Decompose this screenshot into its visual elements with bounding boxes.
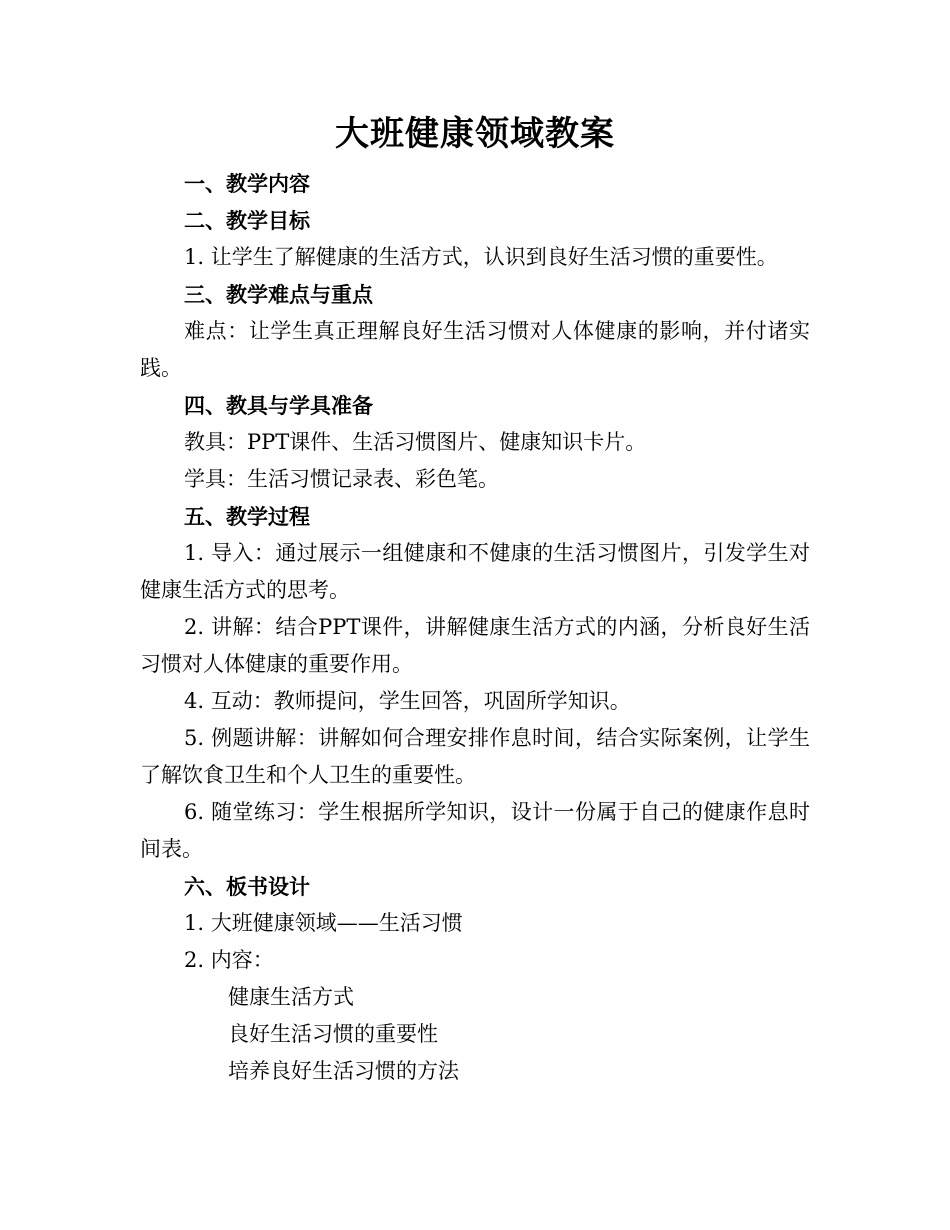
difficulty-paragraph: 难点：让学生真正理解良好生活习惯对人体健康的影响，并付诸实践。 [140,319,810,380]
section-heading-process: 五、教学过程 [184,504,310,529]
section-heading-objectives: 二、教学目标 [184,208,310,233]
process-step-practice: 6. 随堂练习：学生根据所学知识，设计一份属于自己的健康作息时间表。 [140,800,810,861]
section-heading-content: 一、教学内容 [184,171,310,196]
objective-item: 1. 让学生了解健康的生活方式，认识到良好生活习惯的重要性。 [184,245,778,269]
process-step-explain: 2. 讲解：结合PPT课件，讲解健康生活方式的内涵，分析良好生活习惯对人体健康的重要作用。 [140,615,810,676]
section-heading-materials: 四、教具与学具准备 [184,393,373,418]
document-body [140,165,810,1090]
board-subitem: 健康生活方式 [228,985,354,1009]
board-subitem: 良好生活习惯的重要性 [228,1022,438,1046]
process-step-interact: 4. 互动：教师提问，学生回答，巩固所学知识。 [184,689,631,713]
student-materials: 学具：生活习惯记录表、彩色笔。 [184,467,499,491]
section-heading-board: 六、板书设计 [184,874,310,899]
section-heading-difficulties: 三、教学难点与重点 [184,282,373,307]
board-item-title: 1. 大班健康领域——生活习惯 [184,911,463,935]
board-item-content: 2. 内容： [184,948,274,972]
process-step-intro: 1. 导入：通过展示一组健康和不健康的生活习惯图片，引发学生对健康生活方式的思考。 [140,541,810,602]
teacher-materials: 教具：PPT课件、生活习惯图片、健康知识卡片。 [184,430,647,454]
board-subitem: 培养良好生活习惯的方法 [228,1059,459,1083]
process-step-example: 5. 例题讲解：讲解如何合理安排作息时间，结合实际案例，让学生了解饮食卫生和个人卫生的重要性。 [140,726,810,787]
document-title: 大班健康领域教案 [335,114,615,154]
